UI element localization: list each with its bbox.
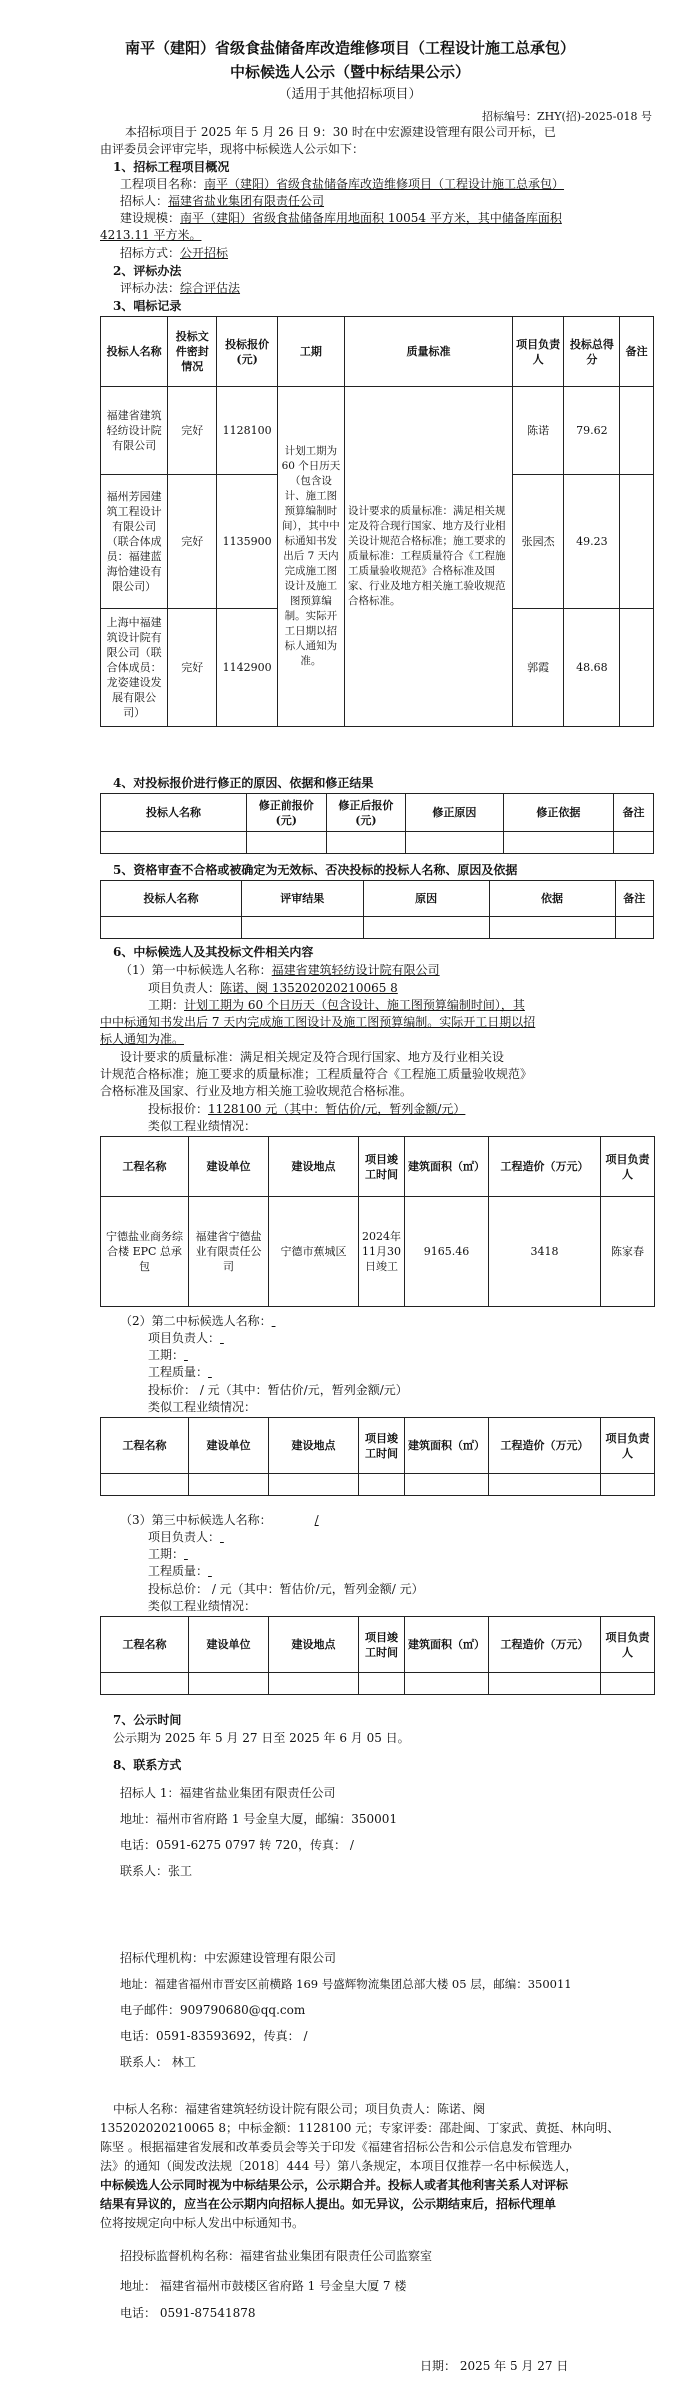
eval-method-row bbox=[120, 280, 240, 297]
project-manager: 陈诺 bbox=[512, 387, 563, 475]
method-row bbox=[120, 245, 228, 262]
agency-email: 电子邮件：909790680@qq.com bbox=[120, 2003, 306, 2017]
header-bidder: 投标人名称 bbox=[101, 881, 242, 917]
candidate1-price-value: 1128100 元（其中：暂估价/元，暂列金额/元） bbox=[208, 1102, 466, 1116]
table-row bbox=[101, 917, 654, 939]
subtitle: （适用于其他招标项目） bbox=[278, 87, 422, 102]
header-basis: 依据 bbox=[489, 881, 615, 917]
title-line2: 中标候选人公示（暨中标结果公示） bbox=[229, 63, 470, 81]
intro-line1: 本招标项目于 2025 年 5 月 26 日 9：30 时在中宏源建设管理有限公司开标，已 bbox=[125, 125, 556, 139]
header-cost: 工程造价（万元） bbox=[489, 1617, 601, 1673]
header-manager: 项目负责人 bbox=[601, 1137, 655, 1197]
candidate3-title bbox=[120, 1512, 362, 1529]
header-place: 建设地点 bbox=[269, 1617, 359, 1673]
header-duration: 工期 bbox=[277, 317, 344, 387]
table-row bbox=[101, 832, 654, 854]
perf-area: 9165.46 bbox=[405, 1197, 489, 1307]
header-project: 工程名称 bbox=[101, 1617, 189, 1673]
price-correction-table bbox=[100, 793, 654, 854]
project-manager: 张园杰 bbox=[512, 475, 563, 609]
scale-value-line1: 南平（建阳）省级食盐储备库用地面积 10054 平方米，其中储备库面积 bbox=[180, 211, 562, 225]
bid-price: 1128100 bbox=[217, 387, 277, 475]
perf-table-header bbox=[101, 1617, 655, 1673]
section4-heading: 4、对投标报价进行修正的原因、依据和修正结果 bbox=[113, 776, 374, 790]
table-row bbox=[101, 1673, 655, 1695]
notice-line5: 中标候选人公示同时视为中标结果公示，公示期合并。投标人或者其他利害关系人对评标 bbox=[100, 2178, 569, 2192]
candidate3-duration-blank bbox=[184, 1546, 244, 1563]
candidate3-quality-label: 工程质量： bbox=[148, 1564, 209, 1578]
candidate2-quality-blank bbox=[208, 1364, 318, 1381]
perf-place: 宁德市蕉城区 bbox=[269, 1197, 359, 1307]
quality-cell: 设计要求的质量标准：满足相关规定及符合现行国家、地方及行业相关设计规范合格标准；施工要求的质量标准：工程质量符合《工程施工质量验收规范》合格标准及国家、行业及地方相关施工验收规范合格标准。 bbox=[345, 387, 513, 727]
bid-price: 1135900 bbox=[217, 475, 277, 609]
header-place: 建设地点 bbox=[269, 1418, 359, 1474]
header-area: 建筑面积（㎡） bbox=[405, 1617, 489, 1673]
notice-line1: 中标人名称：福建省建筑轻纺设计院有限公司；项目负责人：陈诺、阕 bbox=[113, 2102, 486, 2116]
eval-method-label: 评标办法： bbox=[120, 281, 181, 295]
header-date: 项目竣工时间 bbox=[359, 1137, 405, 1197]
candidate1-quality-line2: 计规范合格标准；施工要求的质量标准；工程质量符合《工程施工质量验收规范》 bbox=[100, 1067, 533, 1081]
candidate1-manager-label: 项目负责人： bbox=[148, 981, 221, 995]
bid-table-header bbox=[101, 317, 654, 387]
candidate2-perf-label: 类似工程业绩情况： bbox=[148, 1400, 257, 1414]
candidate1-duration-line3: 标人通知为准。 bbox=[100, 1032, 185, 1046]
notice-line2: 135202020210065 8；中标金额：1128100 元；专家评委：邵赴闽、丁家武、黄挺、林向明、 bbox=[100, 2121, 620, 2135]
header-area: 建筑面积（㎡） bbox=[405, 1418, 489, 1474]
perf-cost: 3418 bbox=[489, 1197, 601, 1307]
header-bidder: 投标人名称 bbox=[101, 794, 247, 832]
candidate3-quality-blank bbox=[208, 1563, 268, 1580]
supervision-address: 地址： 福建省福州市鼓楼区省府路 1 号金皇大厦 7 楼 bbox=[120, 2279, 407, 2293]
publicity-period: 公示期为 2025 年 5 月 27 日至 2025 年 6 月 05 日。 bbox=[113, 1731, 410, 1745]
notice-line6: 结果有异议的，应当在公示期内向招标人提出。如无异议，公示期结束后，招标代理单 bbox=[100, 2197, 557, 2211]
contact-tenderer: 招标人 1：福建省盐业集团有限责任公司 bbox=[120, 1786, 336, 1800]
agency-contact: 联系人： 林工 bbox=[120, 2055, 196, 2069]
scale-label: 建设规模： bbox=[120, 211, 181, 225]
bidder-name: 福建省建筑轻纺设计院有限公司 bbox=[101, 387, 168, 475]
candidate3-price: 投标总价： / 元（其中：暂估价/元，暂列金额/ 元） bbox=[148, 1582, 424, 1596]
candidate1-manager-row bbox=[148, 980, 398, 997]
contact-phone: 电话：0591-6275 0797 转 720，传真： / bbox=[120, 1838, 354, 1852]
candidate1-prefix: （1）第一中标候选人名称： bbox=[120, 963, 272, 977]
candidate1-name: 福建省建筑轻纺设计院有限公司 bbox=[271, 963, 440, 977]
supervision-phone: 电话： 0591-87541878 bbox=[120, 2306, 256, 2320]
candidate1-price-label: 投标报价： bbox=[148, 1102, 209, 1116]
section5-heading: 5、资格审查不合格或被确定为无效标、否决投标的投标人名称、原因及依据 bbox=[113, 863, 518, 877]
header-reason: 修正原因 bbox=[406, 794, 503, 832]
tenderer-value: 福建省盐业集团有限责任公司 bbox=[168, 194, 325, 208]
header-owner: 建设单位 bbox=[189, 1137, 269, 1197]
note bbox=[620, 387, 654, 475]
candidate2-quality-row bbox=[148, 1364, 318, 1381]
section1-heading: 1、招标工程项目概况 bbox=[113, 160, 230, 174]
section7-heading: 7、公示时间 bbox=[113, 1713, 182, 1727]
candidate2-performance-table bbox=[100, 1417, 655, 1496]
candidate3-quality-row bbox=[148, 1563, 268, 1580]
header-place: 建设地点 bbox=[269, 1137, 359, 1197]
candidate2-manager-blank bbox=[220, 1330, 310, 1347]
bidder-name: 福州芳园建筑工程设计有限公司（联合体成员：福建蓝海恰建设有限公司） bbox=[101, 475, 168, 609]
table-row bbox=[101, 387, 654, 475]
perf-project: 宁德盐业商务综合楼 EPC 总承包 bbox=[101, 1197, 189, 1307]
bid-price: 1142900 bbox=[217, 609, 277, 727]
project-name-label: 工程项目名称： bbox=[120, 177, 205, 191]
notice-line4: 法》的通知（闽发改法规〔2018〕444 号）第八条规定，本项目仅推荐一名中标候选人， bbox=[100, 2159, 578, 2173]
bid-number: 招标编号：ZHY(招)-2025-018 号 bbox=[482, 110, 652, 123]
agency-name: 招标代理机构：中宏源建设管理有限公司 bbox=[120, 1951, 337, 1965]
candidate3-manager-row bbox=[148, 1529, 290, 1546]
total-score: 48.68 bbox=[564, 609, 620, 727]
seal-status: 完好 bbox=[168, 609, 217, 727]
header-note: 备注 bbox=[615, 881, 653, 917]
candidate1-duration-line2: 中中标通知书发出后 7 天内完成施工图设计及施工图预算编制。实际开工日期以招 bbox=[100, 1015, 536, 1029]
header-bidder: 投标人名称 bbox=[101, 317, 168, 387]
project-name-value: 南平（建阳）省级食盐储备库改造维修项目（工程设计施工总承包） bbox=[204, 177, 565, 191]
header-date: 项目竣工时间 bbox=[359, 1617, 405, 1673]
candidate2-price: 投标价： / 元（其中：暂估价/元，暂列金额/元） bbox=[148, 1383, 408, 1397]
candidate1-duration-line1: 计划工期为 60 个日历天（包含设计、施工图预算编制时间），其 bbox=[184, 998, 525, 1012]
contact-person: 联系人：张工 bbox=[120, 1864, 193, 1878]
bid-opening-table bbox=[100, 316, 654, 727]
header-project: 工程名称 bbox=[101, 1137, 189, 1197]
intro-line2: 由评委员会评审完毕，现将中标候选人公示如下： bbox=[100, 142, 365, 156]
candidate1-duration-row bbox=[148, 997, 525, 1014]
candidate2-duration-blank bbox=[184, 1347, 314, 1364]
header-owner: 建设单位 bbox=[189, 1617, 269, 1673]
candidate1-perf-label: 类似工程业绩情况： bbox=[148, 1119, 257, 1133]
disqualification-table bbox=[100, 880, 654, 939]
eval-method-value: 综合评估法 bbox=[180, 281, 241, 295]
candidate2-duration-label: 工期： bbox=[148, 1348, 185, 1362]
agency-address: 地址：福建省福州市晋安区前横路 169 号盛辉物流集团总部大楼 05 层，邮编：350011 bbox=[120, 1977, 572, 1991]
candidate3-manager-label: 项目负责人： bbox=[148, 1530, 221, 1544]
header-manager: 项目负责人 bbox=[512, 317, 563, 387]
table-row bbox=[101, 1474, 655, 1496]
header-date: 项目竣工时间 bbox=[359, 1418, 405, 1474]
scale-value-line2: 4213.11 平方米。 bbox=[100, 228, 202, 242]
bidder-name: 上海中福建筑设计院有限公司（联合体成员：龙姿建设发展有限公司） bbox=[101, 609, 168, 727]
candidate3-duration-label: 工期： bbox=[148, 1547, 185, 1561]
seal-status: 完好 bbox=[168, 387, 217, 475]
header-basis: 修正依据 bbox=[503, 794, 614, 832]
tenderer-label: 招标人： bbox=[120, 194, 169, 208]
candidate3-duration-row bbox=[148, 1546, 244, 1563]
perf-table-header bbox=[101, 1137, 655, 1197]
candidate3-prefix: （3）第三中标候选人名称： bbox=[120, 1513, 272, 1527]
title-line1: 南平（建阳）省级食盐储备库改造维修项目（工程设计施工总承包） bbox=[124, 39, 575, 57]
section2-heading: 2、评标办法 bbox=[113, 264, 182, 278]
agency-phone: 电话：0591-83593692，传真： / bbox=[120, 2029, 308, 2043]
candidate2-prefix: （2）第二中标候选人名称： bbox=[120, 1314, 272, 1328]
candidate1-performance-table bbox=[100, 1136, 655, 1307]
note bbox=[620, 475, 654, 609]
notice-line7: 位将按规定向中标人发出中标通知书。 bbox=[100, 2216, 305, 2230]
disqualification-table-header bbox=[101, 881, 654, 917]
candidate2-manager-row bbox=[148, 1330, 310, 1347]
section8-heading: 8、联系方式 bbox=[113, 1758, 182, 1772]
candidate1-title bbox=[120, 962, 440, 979]
footer-date: 日期： 2025 年 5 月 27 日 bbox=[420, 2359, 569, 2373]
project-manager: 郭霞 bbox=[512, 609, 563, 727]
header-score: 投标总得分 bbox=[564, 317, 620, 387]
project-name-row bbox=[120, 176, 564, 193]
header-project: 工程名称 bbox=[101, 1418, 189, 1474]
candidate2-quality-label: 工程质量： bbox=[148, 1365, 209, 1379]
section3-heading: 3、唱标记录 bbox=[113, 299, 182, 313]
seal-status: 完好 bbox=[168, 475, 217, 609]
header-cost: 工程造价（万元） bbox=[489, 1418, 601, 1474]
header-cost: 工程造价（万元） bbox=[489, 1137, 601, 1197]
candidate2-manager-label: 项目负责人： bbox=[148, 1331, 221, 1345]
header-price-before: 修正前报价(元) bbox=[246, 794, 326, 832]
candidate3-performance-table bbox=[100, 1616, 655, 1695]
contact-address: 地址：福州市省府路 1 号金皇大厦，邮编：350001 bbox=[120, 1812, 398, 1826]
note bbox=[620, 609, 654, 727]
perf-table-header bbox=[101, 1418, 655, 1474]
candidate2-title bbox=[120, 1313, 342, 1330]
correction-table-header bbox=[101, 794, 654, 832]
duration-cell: 计划工期为 60 个日历天（包含设计、施工图预算编制时间），其中中标通知书发出后 7 天内完成施工图设计及施工图预算编制。实际开工日期以招标人通知为准。 bbox=[277, 387, 344, 727]
header-note: 备注 bbox=[620, 317, 654, 387]
supervision-org: 招投标监督机构名称：福建省盐业集团有限责任公司监察室 bbox=[120, 2249, 433, 2263]
perf-date: 2024年11月30日竣工 bbox=[359, 1197, 405, 1307]
header-quality: 质量标准 bbox=[345, 317, 513, 387]
header-note: 备注 bbox=[614, 794, 654, 832]
header-result: 评审结果 bbox=[241, 881, 363, 917]
header-manager: 项目负责人 bbox=[601, 1617, 655, 1673]
scale-row bbox=[120, 210, 562, 227]
candidate1-duration-label: 工期： bbox=[148, 998, 185, 1012]
candidate1-manager-value: 陈诺、阕 135202020210065 8 bbox=[220, 981, 398, 995]
total-score: 49.23 bbox=[564, 475, 620, 609]
candidate1-quality-line1: 设计要求的质量标准：满足相关规定及符合现行国家、地方及行业相关设 bbox=[120, 1050, 505, 1064]
header-seal: 投标文件密封情况 bbox=[168, 317, 217, 387]
table-row bbox=[101, 1197, 655, 1307]
perf-owner: 福建省宁德盐业有限责任公司 bbox=[189, 1197, 269, 1307]
header-reason: 原因 bbox=[363, 881, 489, 917]
header-owner: 建设单位 bbox=[189, 1418, 269, 1474]
header-price: 投标报价(元) bbox=[217, 317, 277, 387]
section6-heading: 6、中标候选人及其投标文件相关内容 bbox=[113, 945, 314, 959]
notice-line3: 陈坚 。根据福建省发展和改革委员会等关于印发《福建省招标公告和公示信息发布管理办 bbox=[100, 2140, 572, 2154]
method-value: 公开招标 bbox=[180, 246, 229, 260]
candidate3-name: / bbox=[314, 1513, 319, 1527]
candidate2-duration-row bbox=[148, 1347, 314, 1364]
header-area: 建筑面积（㎡） bbox=[405, 1137, 489, 1197]
tenderer-row bbox=[120, 193, 324, 210]
perf-manager: 陈家春 bbox=[601, 1197, 655, 1307]
candidate1-quality-line3: 合格标准及国家、行业及地方相关施工验收规范合格标准。 bbox=[100, 1084, 413, 1098]
candidate3-manager-blank bbox=[220, 1529, 290, 1546]
candidate2-name-blank bbox=[272, 1313, 342, 1330]
header-manager: 项目负责人 bbox=[601, 1418, 655, 1474]
candidate3-perf-label: 类似工程业绩情况： bbox=[148, 1599, 257, 1613]
candidate1-price-row bbox=[148, 1101, 465, 1118]
method-label: 招标方式： bbox=[120, 246, 181, 260]
header-price-after: 修正后报价(元) bbox=[326, 794, 406, 832]
total-score: 79.62 bbox=[564, 387, 620, 475]
